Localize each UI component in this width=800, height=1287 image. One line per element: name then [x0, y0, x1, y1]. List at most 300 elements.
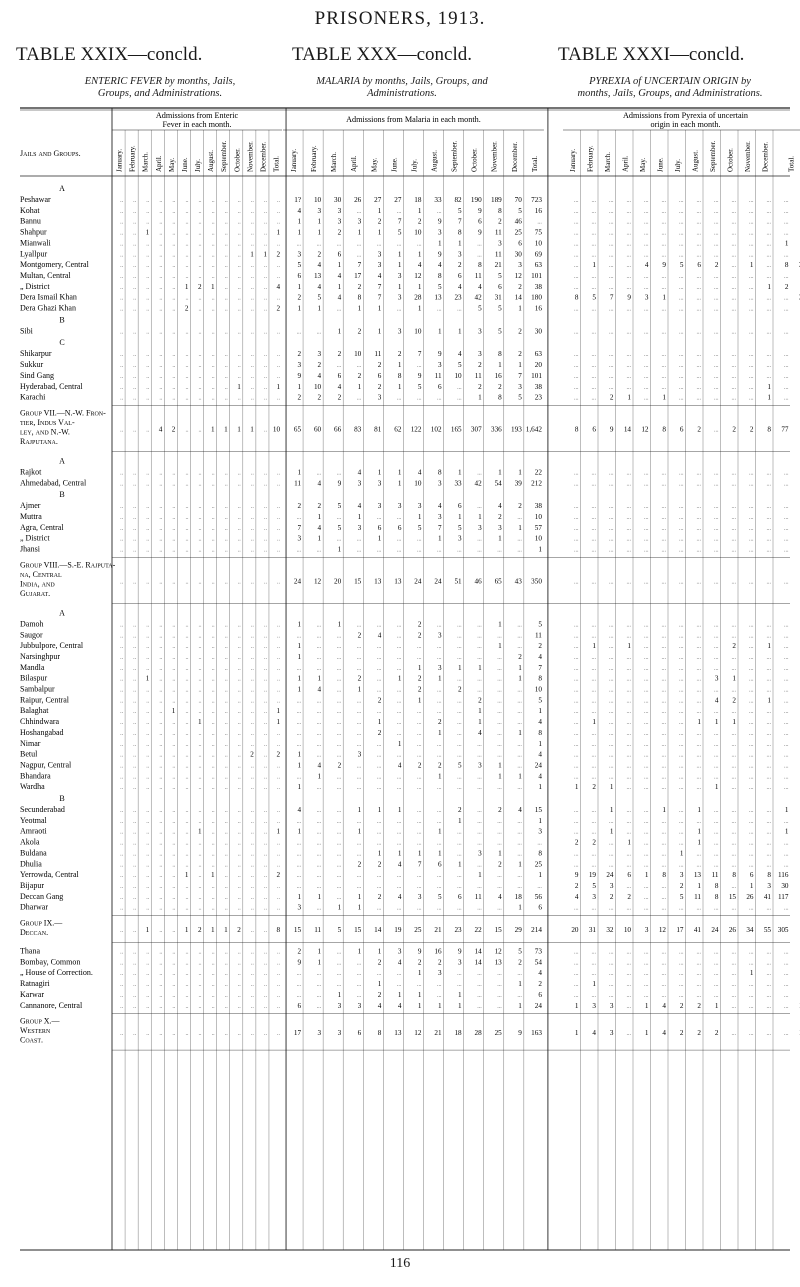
pyrexia-empty: ...	[609, 525, 614, 532]
malaria-empty: ...	[396, 971, 402, 978]
pyrexia-empty: ...	[714, 665, 719, 672]
malaria-cell: 8	[397, 371, 402, 380]
enteric-empty: ..	[250, 373, 254, 380]
malaria-month-header: April.	[350, 155, 359, 172]
enteric-empty: ..	[185, 384, 189, 391]
enteric-empty: ..	[185, 504, 189, 511]
pyrexia-empty: ...	[644, 373, 649, 380]
enteric-cell: 1	[211, 926, 215, 934]
pyrexia-empty: ...	[784, 971, 789, 978]
malaria-cell: 2	[317, 361, 322, 370]
enteric-empty: ..	[120, 1003, 124, 1010]
pyrexia-empty: ...	[574, 774, 579, 781]
enteric-empty: ..	[277, 363, 281, 370]
malaria-cell: 14	[474, 947, 482, 956]
pyrexia-empty: ...	[574, 395, 579, 402]
malaria-empty: ...	[296, 883, 302, 890]
malaria-cell: 1	[297, 382, 302, 391]
malaria-cell: 7	[377, 282, 382, 291]
pyrexia-empty: ...	[749, 373, 754, 380]
malaria-cell: 10	[534, 513, 542, 521]
pyrexia-empty: ...	[626, 654, 631, 661]
malaria-empty: ...	[457, 547, 462, 554]
enteric-empty: ..	[198, 273, 202, 280]
malaria-cell: 1	[437, 534, 442, 543]
enteric-empty: ..	[120, 883, 124, 890]
enteric-empty: ..	[133, 720, 137, 727]
malaria-cell: 3	[317, 206, 322, 215]
enteric-empty: ..	[224, 547, 228, 554]
enteric-month-header: Total.	[272, 155, 281, 172]
enteric-empty: ..	[133, 851, 137, 858]
enteric-empty: ..	[133, 992, 137, 999]
malaria-cell: 16	[534, 206, 542, 215]
enteric-empty: ..	[185, 547, 189, 554]
enteric-empty: ..	[263, 883, 267, 890]
pyrexia-empty: ...	[626, 829, 631, 836]
malaria-empty: ...	[376, 709, 382, 716]
malaria-empty: ...	[497, 818, 502, 825]
pyrexia-empty: ...	[696, 363, 701, 370]
pyrexia-empty: ...	[714, 252, 719, 259]
pyrexia-empty: ...	[679, 698, 684, 705]
pyrexia-empty: ...	[766, 252, 771, 259]
pyrexia-empty: ...	[749, 676, 754, 683]
enteric-empty: ..	[172, 515, 176, 521]
enteric-empty: ..	[198, 427, 202, 434]
malaria-cell: 11	[434, 371, 442, 380]
enteric-empty: ..	[224, 373, 228, 380]
malaria-empty: ...	[396, 306, 402, 313]
enteric-empty: ..	[224, 752, 228, 759]
pyrexia-cell: 2	[592, 838, 596, 847]
malaria-cell: 25	[414, 926, 422, 934]
enteric-empty: ..	[172, 752, 176, 759]
jail-label: Hoshangabad	[20, 727, 64, 737]
pyrexia-cell: 4	[662, 1001, 666, 1010]
enteric-cell: 1	[184, 871, 189, 880]
pyrexia-empty: ...	[591, 741, 596, 748]
section-letter: A	[59, 608, 65, 618]
enteric-empty: ..	[211, 982, 215, 989]
pyrexia-empty: ...	[766, 306, 771, 313]
pyrexia-empty: ...	[731, 730, 736, 737]
enteric-empty: ..	[250, 547, 254, 554]
malaria-cell: 1	[458, 816, 462, 825]
malaria-cell: 65	[494, 577, 502, 586]
enteric-empty: ..	[185, 622, 189, 629]
jail-label: Thana	[20, 946, 40, 956]
malaria-empty: ...	[497, 720, 502, 727]
pyrexia-empty: ...	[749, 960, 754, 967]
malaria-empty: ...	[477, 818, 482, 825]
malaria-cell: 4	[437, 261, 442, 270]
enteric-empty: ..	[237, 1003, 241, 1010]
enteric-empty: ..	[133, 741, 137, 748]
malaria-empty: ...	[296, 992, 302, 999]
pyrexia-cell: 3	[609, 1028, 614, 1037]
malaria-empty: ...	[457, 982, 462, 989]
enteric-empty: ..	[237, 208, 241, 215]
malaria-empty: ...	[416, 644, 422, 651]
enteric-empty: ..	[263, 1003, 267, 1010]
malaria-cell: 4	[377, 631, 382, 640]
jail-label: Shahpur	[20, 227, 47, 237]
enteric-empty: ..	[263, 971, 267, 978]
pyrexia-empty: ...	[749, 536, 754, 543]
pyrexia-empty: ...	[679, 219, 684, 226]
pyrexia-empty: ...	[644, 515, 649, 521]
pyrexia-empty: ...	[749, 1030, 754, 1037]
enteric-empty: ..	[237, 883, 241, 890]
pyrexia-empty: ...	[661, 709, 666, 716]
enteric-empty: ..	[198, 504, 202, 511]
malaria-cell: 10	[414, 479, 422, 488]
pyrexia-empty: ...	[644, 384, 649, 391]
malaria-cell: 1	[417, 1001, 422, 1010]
malaria-empty: ...	[356, 363, 362, 370]
pyrexia-empty: ...	[749, 862, 754, 869]
malaria-cell: 4	[297, 206, 302, 215]
enteric-empty: ..	[133, 329, 137, 336]
enteric-empty: ..	[277, 273, 281, 280]
enteric-empty: ..	[277, 536, 281, 543]
pyrexia-empty: ...	[679, 862, 684, 869]
enteric-empty: ..	[198, 873, 202, 880]
malaria-cell: 4	[377, 1001, 382, 1010]
enteric-empty: ..	[172, 363, 176, 370]
malaria-cell: 6	[357, 1028, 362, 1037]
malaria-cell: 189	[490, 196, 502, 204]
malaria-cell: 1	[337, 261, 342, 270]
pyrexia-cell: 8	[662, 871, 666, 880]
malaria-cell: 24	[414, 577, 422, 586]
enteric-empty: ..	[120, 730, 124, 737]
pyrexia-empty: ...	[784, 329, 789, 336]
pyrexia-empty: ...	[766, 862, 771, 869]
enteric-empty: ..	[133, 752, 137, 759]
pyrexia-cell: 1	[714, 783, 719, 792]
enteric-empty: ..	[250, 1003, 254, 1010]
malaria-cell: 6	[478, 217, 482, 226]
malaria-empty: ...	[437, 752, 442, 759]
enteric-empty: ..	[159, 928, 163, 934]
pyrexia-empty: ...	[644, 960, 649, 967]
malaria-month-header: July.	[410, 159, 419, 172]
pyrexia-empty: ...	[749, 525, 754, 532]
enteric-empty: ..	[198, 252, 202, 259]
malaria-cell: 1	[518, 663, 522, 672]
malaria-cell: 2	[317, 250, 322, 259]
enteric-empty: ..	[185, 752, 189, 759]
malaria-empty: ...	[336, 676, 342, 683]
pyrexia-empty: ...	[591, 504, 596, 511]
enteric-empty: ..	[277, 633, 281, 640]
pyrexia-empty: ...	[626, 851, 631, 858]
malaria-cell: 1	[357, 827, 362, 836]
enteric-empty: ..	[250, 208, 254, 215]
enteric-empty: ..	[211, 808, 215, 814]
pyrexia-empty: ...	[644, 676, 649, 683]
malaria-empty: ...	[396, 709, 402, 716]
enteric-empty: ..	[198, 840, 202, 847]
pyrexia-empty: ...	[609, 384, 614, 391]
pyrexia-empty: ...	[731, 633, 736, 640]
enteric-empty: ..	[120, 992, 124, 999]
enteric-empty: ..	[146, 894, 150, 901]
malaria-cell: 2	[437, 718, 442, 727]
enteric-month-header: November.	[246, 141, 255, 172]
pyrexia-empty: ...	[591, 373, 596, 380]
enteric-empty: ..	[250, 829, 254, 836]
malaria-cell: 4	[397, 761, 402, 770]
malaria-cell: 21	[494, 261, 502, 270]
jail-label: Shikarpur	[20, 349, 52, 359]
malaria-cell: 5	[518, 393, 522, 402]
pyrexia-empty: ...	[784, 851, 789, 858]
malaria-cell: 73	[534, 947, 542, 956]
pyrexia-empty: ...	[679, 230, 684, 237]
pyrexia-empty: ...	[574, 905, 579, 912]
enteric-empty: ..	[263, 665, 267, 672]
malaria-cell: 1	[518, 361, 522, 370]
pyrexia-empty: ...	[731, 525, 736, 532]
pyrexia-empty: ...	[591, 284, 596, 291]
pyrexia-empty: ...	[696, 536, 701, 543]
pyrexia-empty: ...	[609, 363, 614, 370]
malaria-cell: 4	[538, 969, 542, 978]
malaria-cell: 1	[317, 892, 322, 901]
section-letter: B	[59, 315, 65, 325]
pyrexia-cell: 4	[592, 1028, 596, 1037]
malaria-cell: 6	[458, 271, 462, 280]
pyrexia-empty: ...	[661, 894, 666, 901]
enteric-empty: ..	[237, 241, 241, 248]
enteric-empty: ..	[250, 481, 254, 488]
jail-label: Buldana	[20, 848, 47, 858]
enteric-empty: ..	[263, 363, 267, 370]
enteric-empty: ..	[237, 481, 241, 488]
malaria-empty: ...	[517, 785, 522, 792]
enteric-empty: ..	[159, 241, 163, 248]
jail-label: Dharwar	[20, 902, 48, 912]
enteric-empty: ..	[224, 774, 228, 781]
enteric-empty: ..	[237, 840, 241, 847]
malaria-cell: 1	[417, 304, 422, 313]
enteric-empty: ..	[237, 960, 241, 967]
enteric-empty: ..	[172, 763, 176, 770]
enteric-empty: ..	[263, 873, 267, 880]
malaria-empty: ...	[356, 741, 362, 748]
enteric-empty: ..	[263, 644, 267, 651]
malaria-empty: ...	[296, 873, 302, 880]
malaria-cell: 2	[377, 958, 382, 967]
pyrexia-empty: ...	[626, 763, 631, 770]
pyrexia-empty: ...	[784, 676, 789, 683]
pyrexia-empty: ...	[731, 883, 736, 890]
enteric-empty: ..	[120, 230, 124, 237]
malaria-empty: ...	[376, 665, 382, 672]
pyrexia-empty: ...	[714, 709, 719, 716]
malaria-cell: 193	[511, 425, 522, 434]
malaria-cell: 6	[538, 903, 542, 912]
pyrexia-empty: ...	[784, 982, 789, 989]
pyrexia-cell: 3	[592, 1001, 596, 1010]
malaria-month-header: August.	[430, 150, 439, 172]
pyrexia-empty: ...	[609, 851, 614, 858]
malaria-month-header: June.	[390, 157, 399, 172]
enteric-empty: ..	[198, 515, 202, 521]
malaria-cell: 14	[374, 926, 382, 934]
pyrexia-empty: ...	[731, 905, 736, 912]
pyrexia-empty: ...	[644, 949, 649, 956]
pyrexia-empty: ...	[609, 982, 614, 989]
enteric-empty: ..	[198, 709, 202, 716]
enteric-empty: ..	[159, 862, 163, 869]
jail-label: Nimar	[20, 738, 41, 748]
pyrexia-empty: ...	[591, 633, 596, 640]
pyrexia-empty: ...	[749, 273, 754, 280]
pyrexia-empty: ...	[626, 676, 631, 683]
malaria-cell: 2	[377, 361, 382, 370]
enteric-empty: ..	[263, 284, 267, 291]
enteric-empty: ..	[237, 329, 241, 336]
malaria-cell: 1	[397, 382, 402, 391]
malaria-cell: 1	[498, 642, 502, 651]
enteric-empty: ..	[146, 329, 150, 336]
enteric-empty: ..	[198, 676, 202, 683]
enteric-cell: 2	[197, 282, 202, 291]
malaria-cell: 3	[478, 761, 482, 770]
enteric-empty: ..	[172, 883, 176, 890]
jail-label: Bijapur	[20, 880, 44, 890]
malaria-cell: 11	[474, 892, 482, 901]
enteric-month-header: August.	[207, 150, 216, 172]
enteric-empty: ..	[159, 284, 163, 291]
enteric-empty: ..	[172, 230, 176, 237]
enteric-month-header: January.	[115, 148, 124, 172]
enteric-empty: ..	[133, 818, 137, 825]
malaria-empty: ...	[477, 862, 482, 869]
pyrexia-empty: ...	[644, 709, 649, 716]
pyrexia-empty: ...	[661, 840, 666, 847]
malaria-cell: 4	[317, 761, 322, 770]
malaria-cell: 1	[397, 739, 402, 748]
malaria-cell: 7	[377, 293, 382, 302]
enteric-empty: ..	[250, 395, 254, 402]
jail-label: Karwar	[20, 989, 44, 999]
enteric-empty: ..	[277, 263, 281, 270]
malaria-empty: ...	[517, 818, 522, 825]
enteric-empty: ..	[172, 273, 176, 280]
malaria-empty: ...	[416, 774, 422, 781]
malaria-cell: 5	[478, 304, 482, 313]
enteric-empty: ..	[250, 730, 254, 737]
enteric-empty: ..	[120, 633, 124, 640]
enteric-empty: ..	[198, 982, 202, 989]
pyrexia-empty: ...	[731, 785, 736, 792]
malaria-cell: 4	[397, 892, 402, 901]
malaria-month-header: December.	[510, 141, 519, 172]
pyrexia-empty: ...	[696, 273, 701, 280]
enteric-empty: ..	[237, 363, 241, 370]
pyrexia-cell: 1	[749, 261, 754, 270]
malaria-empty: ...	[416, 730, 422, 737]
malaria-cell: 1	[317, 228, 322, 237]
malaria-empty: ...	[517, 547, 522, 554]
malaria-cell: 5	[417, 382, 422, 391]
malaria-cell: 2	[417, 674, 422, 683]
enteric-empty: ..	[198, 395, 202, 402]
malaria-cell: 10	[354, 350, 362, 359]
enteric-empty: ..	[277, 295, 281, 302]
malaria-cell: 2	[377, 990, 382, 999]
enteric-empty: ..	[250, 894, 254, 901]
enteric-empty: ..	[146, 427, 150, 434]
malaria-empty: ...	[457, 730, 462, 737]
enteric-empty: ..	[172, 687, 176, 694]
enteric-empty: ..	[133, 384, 137, 391]
enteric-empty: ..	[159, 829, 163, 836]
malaria-cell: 1	[518, 523, 522, 532]
malaria-cell: 4	[538, 772, 542, 781]
malaria-cell: 2	[518, 327, 522, 336]
enteric-empty: ..	[237, 862, 241, 869]
enteric-empty: ..	[120, 851, 124, 858]
pyrexia-cell: 1	[592, 261, 596, 270]
malaria-cell: 9	[417, 947, 422, 956]
pyrexia-cell: 2	[697, 1028, 701, 1037]
pyrexia-cell: 5	[679, 261, 684, 270]
enteric-empty: ..	[224, 949, 228, 956]
malaria-cell: 3	[357, 750, 362, 759]
malaria-cell: 5	[458, 361, 462, 370]
pyrexia-empty: ...	[696, 665, 701, 672]
pyrexia-empty: ...	[679, 992, 684, 999]
enteric-empty: ..	[172, 698, 176, 705]
enteric-empty: ..	[224, 481, 228, 488]
malaria-cell: 1	[357, 892, 362, 901]
malaria-cell: 7	[437, 523, 442, 532]
pyrexia-empty: ...	[731, 363, 736, 370]
pyrexia-empty: ...	[661, 741, 666, 748]
malaria-cell: 163	[531, 1028, 542, 1037]
pyrexia-cell: 3	[592, 892, 596, 901]
enteric-empty: ..	[120, 622, 124, 629]
malaria-cell: 5	[498, 271, 502, 280]
malaria-empty: ...	[477, 829, 482, 836]
pyrexia-empty: ...	[661, 698, 666, 705]
malaria-empty: ...	[296, 730, 302, 737]
pyrexia-empty: ...	[714, 373, 719, 380]
enteric-empty: ..	[172, 470, 176, 477]
pyrexia-empty: ...	[644, 982, 649, 989]
pyrexia-header-2: origin in each month.	[650, 120, 721, 129]
enteric-empty: ..	[237, 525, 241, 532]
pyrexia-cell: 1	[714, 1001, 719, 1010]
malaria-cell: 1	[397, 849, 402, 858]
enteric-empty: ..	[198, 949, 202, 956]
pyrexia-empty: ...	[644, 241, 649, 248]
enteric-empty: ..	[250, 470, 254, 477]
enteric-empty: ..	[172, 481, 176, 488]
malaria-cell: 2	[417, 620, 422, 629]
enteric-empty: ..	[263, 763, 267, 770]
pyrexia-cell: 2	[732, 696, 736, 705]
pyrexia-cell: 32	[606, 926, 614, 934]
pyrexia-empty: ...	[609, 905, 614, 912]
pyrexia-empty: ...	[766, 622, 771, 629]
